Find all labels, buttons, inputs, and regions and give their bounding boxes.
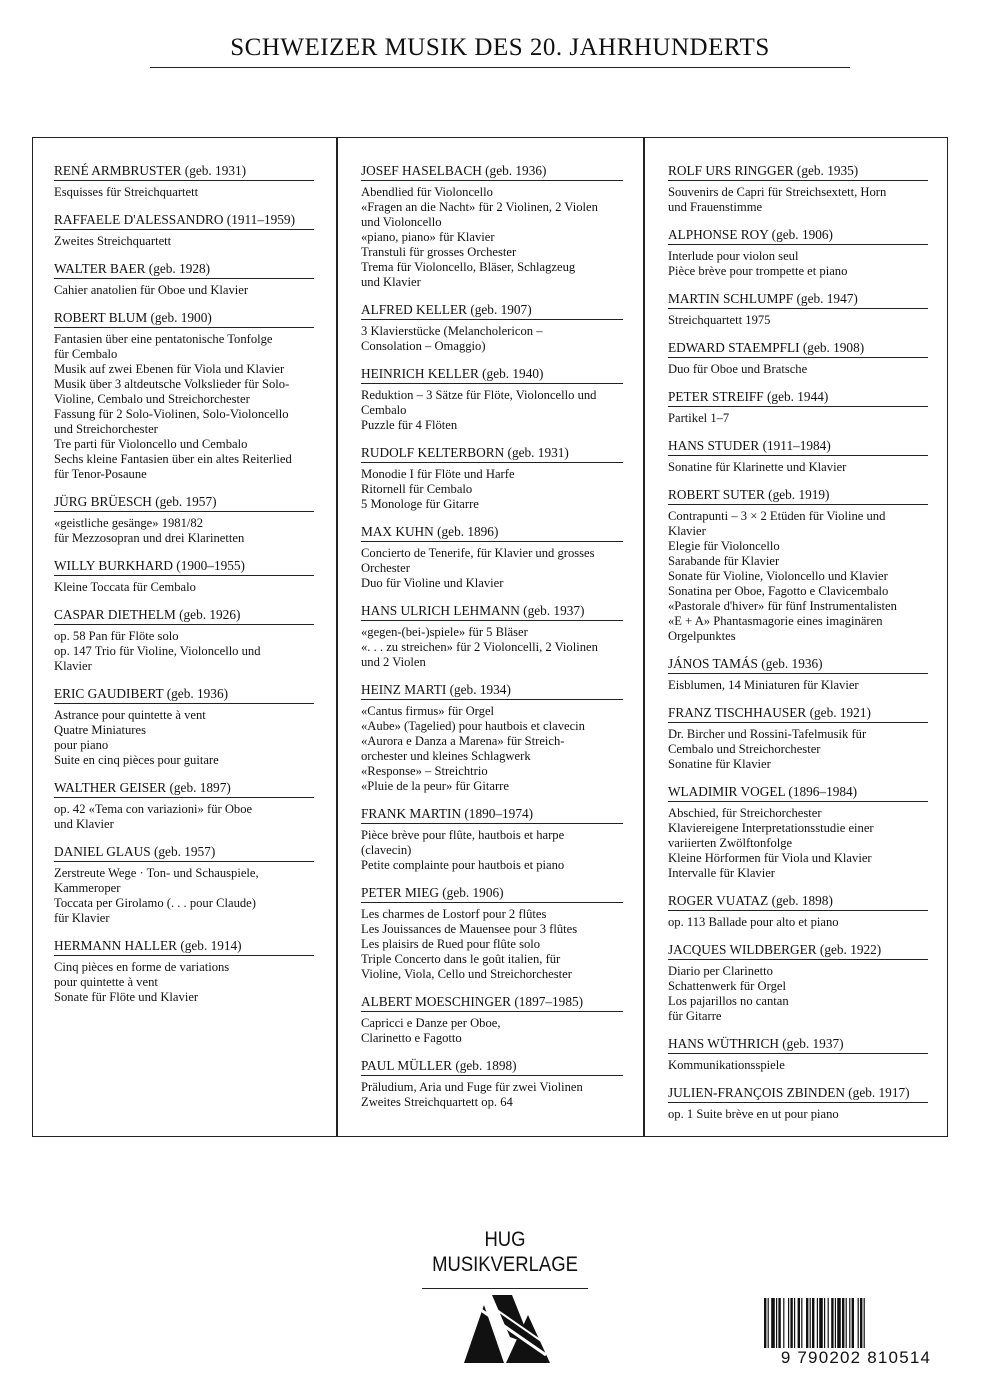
composer-name: JÁNOS TAMÁS (geb. 1936) (668, 655, 928, 674)
works-list: Esquisses für Streichquartett (54, 185, 199, 199)
works-list: Dr. Bircher und Rossini-Tafelmusik für Cembalo und Streichorchester Sonatine für Klavier (668, 727, 867, 771)
composer-name: JOSEF HASELBACH (geb. 1936) (361, 162, 623, 181)
composer-name: ROGER VUATAZ (geb. 1898) (668, 892, 928, 911)
page-title: SCHWEIZER MUSIK DES 20. JAHRHUNDERTS (230, 34, 770, 61)
works-list: Cinq pièces en forme de variations pour quintette à vent Sonate für Flöte und Klavier (54, 960, 230, 1004)
composer-name: ALBERT MOESCHINGER (1897–1985) (361, 993, 623, 1012)
composer-name: ROBERT SUTER (geb. 1919) (668, 486, 928, 505)
composer-name: PETER STREIFF (geb. 1944) (668, 388, 928, 407)
publisher-logo (462, 1293, 552, 1365)
works-list: Monodie I für Flöte und Harfe Ritornell für Cembalo 5 Monologe für Gitarre (361, 467, 515, 511)
composer-entry (361, 993, 623, 1046)
composer-name: WILLY BURKHARD (1900–1955) (54, 557, 314, 576)
composer-entry (668, 388, 928, 426)
works-list: op. 113 Ballade pour alto et piano (668, 915, 839, 929)
composer-entry (54, 211, 314, 249)
composer-entry (54, 162, 314, 200)
composer-name: HANS STUDER (1911–1984) (668, 437, 928, 456)
composer-name: CASPAR DIETHELM (geb. 1926) (54, 606, 314, 625)
works-list: Partikel 1–7 (668, 411, 730, 425)
column-divider (336, 138, 338, 1136)
composer-name: WALTHER GEISER (geb. 1897) (54, 779, 314, 798)
composer-entry (668, 1035, 928, 1073)
composer-entry (361, 884, 623, 982)
composer-name: ERIC GAUDIBERT (geb. 1936) (54, 685, 314, 704)
composer-entry (54, 260, 314, 298)
composer-name: ROBERT BLUM (geb. 1900) (54, 309, 314, 328)
composer-entry (668, 1084, 928, 1122)
composer-entry (54, 606, 314, 674)
works-list: Sonatine für Klarinette und Klavier (668, 460, 847, 474)
works-list: Diario per Clarinetto Schattenwerk für Orgel Los pajarillos no cantan für Gitarre (668, 964, 789, 1023)
barcode (764, 1298, 948, 1348)
composer-entry (668, 226, 928, 279)
composer-entry (361, 805, 623, 873)
composer-entry (54, 843, 314, 926)
works-list: Interlude pour violon seul Pièce brève pour trompette et piano (668, 249, 848, 278)
works-list: Eisblumen, 14 Miniaturen für Klavier (668, 678, 859, 692)
composer-name: HEINRICH KELLER (geb. 1940) (361, 365, 623, 384)
composer-entry (54, 557, 314, 595)
composer-entry (54, 779, 314, 832)
composer-name: JACQUES WILDBERGER (geb. 1922) (668, 941, 928, 960)
works-list: Contrapunti – 3 × 2 Etüden für Violine und Klavier Elegie für Violoncello Sarabande für Klavier Sonate für Violine, Violoncello und Klavier Sonatina per Oboe, Fagotto e Clavicembalo «Pastorale d'hiver» für fünf Instrumentalisten «E + A» Phantasmagorie eines imaginären Orgelpunktes (668, 509, 897, 643)
composer-entry (361, 1057, 623, 1110)
composer-name: FRANZ TISCHHAUSER (geb. 1921) (668, 704, 928, 723)
composer-entry (361, 301, 623, 354)
works-list: Souvenirs de Capri für Streichsextett, Horn und Frauenstimme (668, 185, 887, 214)
works-list: op. 58 Pan für Flöte solo op. 147 Trio für Violine, Violoncello und Klavier (54, 629, 261, 673)
publisher-line-2: MUSIKVERLAGE (432, 1253, 578, 1276)
works-list: Cahier anatolien für Oboe und Klavier (54, 283, 249, 297)
composer-entry (54, 309, 314, 482)
composer-entry (668, 941, 928, 1024)
composer-name: PETER MIEG (geb. 1906) (361, 884, 623, 903)
composer-name: ALPHONSE ROY (geb. 1906) (668, 226, 928, 245)
composer-name: ALFRED KELLER (geb. 1907) (361, 301, 623, 320)
works-list: Pièce brève pour flûte, hautbois et harpe (clavecin) Petite complainte pour hautbois et piano (361, 828, 565, 872)
works-list: Concierto de Tenerife, für Klavier und grosses Orchester Duo für Violine und Klavier (361, 546, 595, 590)
composer-name: EDWARD STAEMPFLI (geb. 1908) (668, 339, 928, 358)
works-list: Fantasien über eine pentatonische Tonfolge für Cembalo Musik auf zwei Ebenen für Viola und Klavier Musik über 3 altdeutsche Volkslieder für Solo- Violine, Cembalo und Streichorchester Fassung für 2 Solo-Violinen, Solo-Violoncello und Streichorchester Tre parti für Violoncello und Cembalo Sechs kleine Fantasien über ein altes Reiterlied für Tenor-Posaune (54, 332, 292, 481)
works-list: Abendlied für Violoncello «Fragen an die Nacht» für 2 Violinen, 2 Violen und Violoncello «piano, piano» für Klavier Transtuli für grosses Orchester Trema für Violoncello, Bläser, Schlagzeug und Klavier (361, 185, 598, 289)
composer-entry (668, 486, 928, 644)
composer-name: JÜRG BRÜESCH (geb. 1957) (54, 493, 314, 512)
composer-entry (361, 365, 623, 433)
works-list: Präludium, Aria und Fuge für zwei Violinen Zweites Streichquartett op. 64 (361, 1080, 583, 1109)
works-list: Abschied, für Streichorchester Klaviereigene Interpretationsstudie einer variierten Zwölftonfolge Kleine Hörformen für Viola und Klavier Intervalle für Klavier (668, 806, 874, 880)
composer-entry (668, 704, 928, 772)
composer-name: MARTIN SCHLUMPF (geb. 1947) (668, 290, 928, 309)
works-list: Capricci e Danze per Oboe, Clarinetto e Fagotto (361, 1016, 501, 1045)
composer-name: JULIEN-FRANÇOIS ZBINDEN (geb. 1917) (668, 1084, 928, 1103)
works-list: Duo für Oboe und Bratsche (668, 362, 808, 376)
catalogue-column-2 (361, 162, 623, 1121)
composer-entry (668, 655, 928, 693)
publisher-line-1: HUG (484, 1228, 526, 1251)
composer-entry (361, 162, 623, 290)
composer-name: PAUL MÜLLER (geb. 1898) (361, 1057, 623, 1076)
composer-entry (361, 523, 623, 591)
composer-entry (54, 937, 314, 1005)
composer-entry (361, 602, 623, 670)
works-list: Zerstreute Wege · Ton- und Schauspiele, Kammeroper Toccata per Girolamo (. . . pour Claude) für Klavier (54, 866, 259, 925)
catalogue-box (32, 137, 948, 1137)
composer-name: HANS WÜTHRICH (geb. 1937) (668, 1035, 928, 1054)
composer-entry (668, 892, 928, 930)
works-list: Astrance pour quintette à vent Quatre Miniatures pour piano Suite en cinq pièces pour guitare (54, 708, 219, 767)
works-list: op. 1 Suite brève en ut pour piano (668, 1107, 839, 1121)
composer-name: RUDOLF KELTERBORN (geb. 1931) (361, 444, 623, 463)
composer-name: HANS ULRICH LEHMANN (geb. 1937) (361, 602, 623, 621)
composer-entry (54, 685, 314, 768)
composer-name: HERMANN HALLER (geb. 1914) (54, 937, 314, 956)
composer-name: MAX KUHN (geb. 1896) (361, 523, 623, 542)
publisher-underline (422, 1288, 588, 1289)
works-list: 3 Klavierstücke (Melancholericon – Consolation – Omaggio) (361, 324, 543, 353)
composer-entry (668, 437, 928, 475)
composer-name: FRANK MARTIN (1890–1974) (361, 805, 623, 824)
catalogue-column-3 (668, 162, 928, 1133)
composer-entry (668, 162, 928, 215)
works-list: «Cantus firmus» für Orgel «Aube» (Tagelied) pour hautbois et clavecin «Aurora e Danza a Marena» für Streich- orchester und kleines Schlagwerk «Response» – Streichtrio «Pluie de la peur» für Gitarre (361, 704, 585, 793)
composer-name: WLADIMIR VOGEL (1896–1984) (668, 783, 928, 802)
works-list: Reduktion – 3 Sätze für Flöte, Violoncello und Cembalo Puzzle für 4 Flöten (361, 388, 597, 432)
publisher-name (430, 1227, 580, 1277)
barcode-number: 9 790202 810514 (780, 1348, 932, 1367)
composer-entry (668, 290, 928, 328)
works-list: op. 42 «Tema con variazioni» für Oboe und Klavier (54, 802, 253, 831)
composer-name: WALTER BAER (geb. 1928) (54, 260, 314, 279)
works-list: Kleine Toccata für Cembalo (54, 580, 196, 594)
works-list: Streichquartett 1975 (668, 313, 771, 327)
column-divider (643, 138, 645, 1136)
composer-entry (54, 493, 314, 546)
works-list: Kommunikationsspiele (668, 1058, 785, 1072)
composer-name: DANIEL GLAUS (geb. 1957) (54, 843, 314, 862)
works-list: Zweites Streichquartett (54, 234, 172, 248)
composer-entry (668, 783, 928, 881)
composer-entry (361, 681, 623, 794)
composer-name: ROLF URS RINGGER (geb. 1935) (668, 162, 928, 181)
title-underline (150, 67, 850, 68)
composer-entry (668, 339, 928, 377)
works-list: Les charmes de Lostorf pour 2 flûtes Les Jouissances de Mauensee pour 3 flûtes Les plaisirs de Rued pour flûte solo Triple Concerto dans le goût italien, für Violine, Viola, Cello und Streichorchester (361, 907, 578, 981)
catalogue-column-1 (54, 162, 314, 1016)
composer-name: RENÉ ARMBRUSTER (geb. 1931) (54, 162, 314, 181)
composer-entry (361, 444, 623, 512)
works-list: «geistliche gesänge» 1981/82 für Mezzosopran und drei Klarinetten (54, 516, 245, 545)
composer-name: HEINZ MARTI (geb. 1934) (361, 681, 623, 700)
composer-name: RAFFAELE D'ALESSANDRO (1911–1959) (54, 211, 314, 230)
works-list: «gegen-(bei-)spiele» für 5 Bläser «. . . zu streichen» für 2 Violoncelli, 2 Violinen und 2 Violen (361, 625, 598, 669)
